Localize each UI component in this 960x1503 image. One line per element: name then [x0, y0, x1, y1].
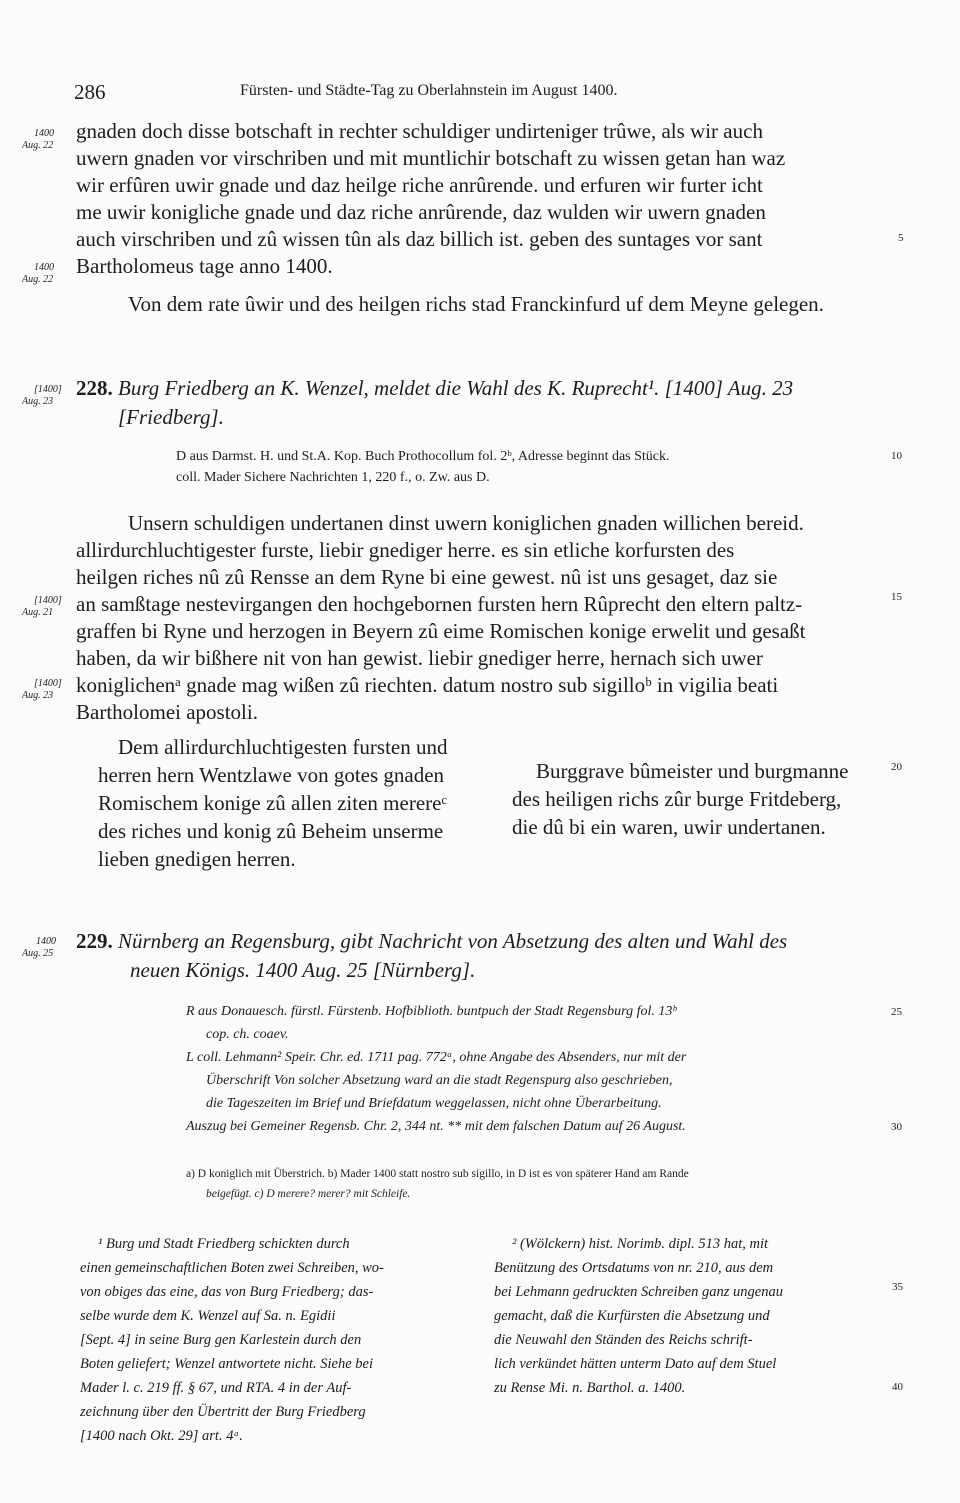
text-line: koniglichenᵃ gnade mag wißen zû riechten. datum nostro sub sigilloᵇ in vigilia beati — [76, 673, 779, 697]
text-line: me uwir konigliche gnade und daz riche anrûrende, daz wulden wir uwern gnaden — [76, 200, 766, 224]
margin-date: [1400] Aug. 21 — [22, 595, 62, 618]
footnote-line: zu Rense Mi. n. Barthol. a. 1400. — [494, 1380, 686, 1396]
source-note: Überschrift Von solcher Absetzung ward an die stadt Regenspurg also geschrieben, — [206, 1073, 673, 1088]
source-note: Auszug bei Gemeiner Regensb. Chr. 2, 344 nt. ** mit dem falschen Datum auf 26 August. — [186, 1119, 686, 1134]
address-line: herren hern Wentzlawe von gotes gnaden — [98, 763, 445, 787]
footnote-line: einen gemeinschaftlichen Boten zwei Schreiben, wo- — [80, 1260, 384, 1276]
line-number: 30 — [891, 1121, 902, 1133]
source-note: cop. ch. coaev. — [206, 1027, 289, 1042]
footnote-line: gemacht, daß die Kurfürsten die Absetzung und — [494, 1308, 770, 1324]
text-line: haben, da wir bißhere nit von han gewist. liebir gnediger herre, hernach sich uwer — [76, 646, 763, 670]
source-note: die Tageszeiten im Brief und Briefdatum weggelassen, nicht ohne Überarbeitung. — [206, 1096, 662, 1111]
footnote-line: Benützung des Ortsdatums von nr. 210, aus dem — [494, 1260, 774, 1276]
signature-line: die dû bi ein waren, uwir undertanen. — [512, 815, 826, 839]
text-line: gnaden doch disse botschaft in rechter schuldiger undirteniger trûwe, als wir auch — [76, 119, 763, 143]
text-line: Unsern schuldigen undertanen dinst uwern koniglichen gnaden willichen bereid. — [128, 511, 804, 535]
document-title — [76, 376, 793, 401]
title-line: Nürnberg an Regensburg, gibt Nachricht von Absetzung des alten und Wahl des — [118, 929, 788, 953]
title-line: neuen Königs. 1400 Aug. 25 [Nürnberg]. — [130, 958, 476, 982]
footnote-line: Boten geliefert; Wenzel antwortete nicht. Siehe bei — [80, 1356, 374, 1372]
document-number: 229. — [76, 929, 113, 953]
line-number: 25 — [891, 1006, 902, 1018]
margin-date: 1400 Aug. 25 — [22, 936, 56, 959]
line-number: 10 — [891, 450, 902, 462]
document-title — [76, 929, 787, 954]
footnote-line: von obiges das eine, das von Burg Friedberg; das- — [80, 1284, 374, 1300]
document-number: 228. — [76, 376, 113, 400]
source-note: coll. Mader Sichere Nachrichten 1, 220 f., o. Zw. aus D. — [176, 470, 490, 485]
line-number: 15 — [891, 591, 902, 603]
text-line: allirdurchluchtigester furste, liebir gnediger herre. es sin etliche korfursten des — [76, 538, 735, 562]
apparatus-note: a) D koniglich mit Überstrich. b) Mader 1400 statt nostro sub sigillo, in D ist es von späterer Hand am Rande — [186, 1168, 689, 1180]
title-line: [Friedberg]. — [118, 405, 224, 429]
signature-line: des heiligen richs zûr burge Fritdeberg, — [512, 787, 842, 811]
address-line: lieben gnedigen herren. — [98, 847, 296, 871]
text-line: uwern gnaden vor virschriben und mit muntlichir botschaft zu wissen getan han waz — [76, 146, 786, 170]
footnote-line: Mader l. c. 219 ff. § 67, und RTA. 4 in der Auf- — [80, 1380, 352, 1396]
margin-date: 1400 Aug. 22 — [22, 128, 54, 151]
address-line: Romischem konige zû allen ziten merereᶜ — [98, 791, 447, 815]
source-note: D aus Darmst. H. und St.A. Kop. Buch Prothocollum fol. 2ᵇ, Adresse beginnt das Stück. — [176, 449, 670, 464]
footnote-line: [Sept. 4] in seine Burg gen Karlestein durch den — [80, 1332, 362, 1348]
footnote-line: ² (Wölckern) hist. Norimb. dipl. 513 hat, mit — [512, 1236, 769, 1252]
text-line: wir erfûren uwir gnade und daz heilge riche anrûrende. und erfuren wir furter icht — [76, 173, 763, 197]
apparatus-note: beigefügt. c) D merere? merer? mit Schleife. — [206, 1188, 411, 1200]
address-line: des riches und konig zû Beheim unserme — [98, 819, 444, 843]
title-line: Burg Friedberg an K. Wenzel, meldet die Wahl des K. Ruprecht¹. [1400] Aug. 23 — [118, 376, 794, 400]
source-note: L coll. Lehmann² Speir. Chr. ed. 1711 pag. 772ᵃ, ohne Angabe des Absenders, nur mit der — [186, 1050, 687, 1065]
line-number: 35 — [892, 1281, 903, 1293]
text-line: auch virschriben und zû wissen tûn als daz billich ist. geben des suntages vor sant — [76, 227, 763, 251]
text-line: an samßtage nestevirgangen den hochgebornen fursten hern Rûprecht den eltern paltz- — [76, 592, 803, 616]
margin-date: 1400 Aug. 22 — [22, 262, 54, 285]
text-line: Bartholomeus tage anno 1400. — [76, 254, 333, 278]
line-number: 20 — [891, 761, 902, 773]
address-line: Dem allirdurchluchtigesten fursten und — [118, 735, 448, 759]
running-head: Fürsten- und Städte-Tag zu Oberlahnstein im August 1400. — [240, 82, 618, 99]
text-line: heilgen riches nû zû Rensse an dem Ryne bi eine gewest. nû ist uns gesaget, daz sie — [76, 565, 778, 589]
closing-line: Von dem rate ûwir und des heilgen richs stad Franckinfurd uf dem Meyne gelegen. — [128, 292, 824, 316]
footnote-line: [1400 nach Okt. 29] art. 4ᵃ. — [80, 1428, 243, 1444]
margin-date: [1400] Aug. 23 — [22, 384, 62, 407]
text-line: graffen bi Ryne und herzogen in Beyern zû eime Romischen konige erwelit und gesaßt — [76, 619, 806, 643]
margin-date: [1400] Aug. 23 — [22, 678, 62, 701]
footnote-line: bei Lehmann gedruckten Schreiben ganz ungenau — [494, 1284, 783, 1300]
footnote-line: ¹ Burg und Stadt Friedberg schickten durch — [98, 1236, 350, 1252]
footnote-line: lich verkündet hätten unterm Dato auf dem Stuel — [494, 1356, 777, 1372]
line-number: 5 — [898, 232, 904, 244]
source-note: R aus Donauesch. fürstl. Fürstenb. Hofbiblioth. buntpuch der Stadt Regensburg fol. 13ᵇ — [186, 1004, 677, 1019]
line-number: 40 — [892, 1381, 903, 1393]
footnote-line: selbe wurde dem K. Wenzel auf Sa. n. Egidii — [80, 1308, 336, 1324]
footnote-line: die Neuwahl den Ständen des Reichs schrift- — [494, 1332, 753, 1348]
text-line: Bartholomei apostoli. — [76, 700, 258, 724]
page-number: 286 — [74, 80, 106, 104]
signature-line: Burggrave bûmeister und burgmanne — [536, 759, 849, 783]
footnote-line: zeichnung über den Übertritt der Burg Friedberg — [80, 1404, 366, 1420]
